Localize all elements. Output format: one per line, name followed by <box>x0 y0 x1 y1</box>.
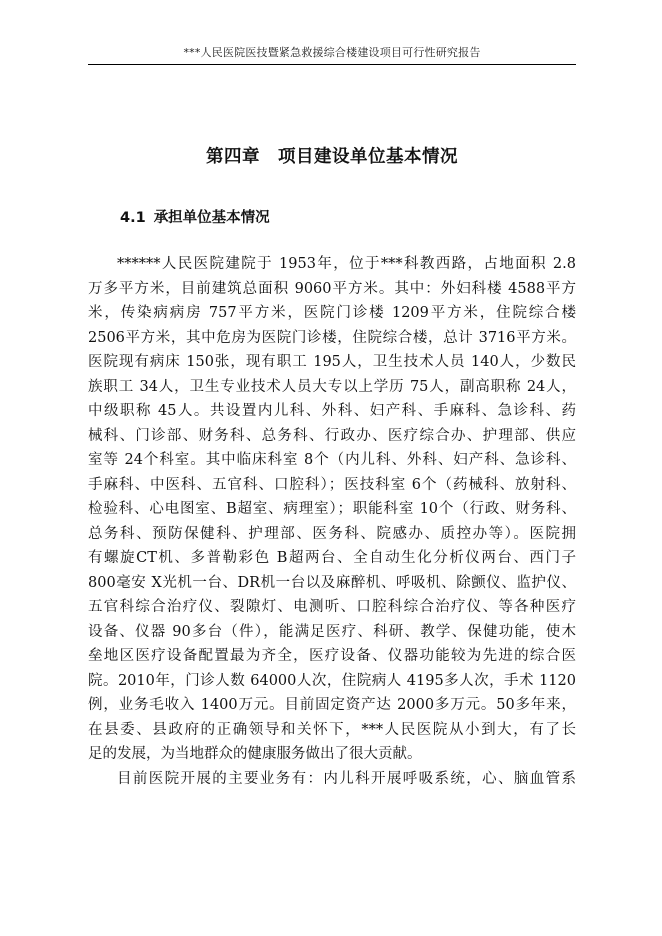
paragraph-line: 检验科、心电图室、B超室、病理室）；职能科室 10个（行政、财务科、 <box>88 501 576 517</box>
paragraph-line: 米，传染病病房 757平方米，医院门诊楼 1209平方米，住院综合楼 <box>88 305 576 321</box>
paragraph-line: 有螺旋CT机、多普勒彩色 B超两台、全自动生化分析仪两台、西门子 <box>88 550 576 566</box>
paragraph-line: 在县委、县政府的正确领导和关怀下，***人民医院从小到大，有了长 <box>88 721 576 738</box>
body-text <box>88 252 576 791</box>
running-header: ***人民医院医技暨紧急救援综合楼建设项目可行性研究报告 <box>183 46 481 59</box>
paragraph-line: 800毫安 X光机一台、DR机一台以及麻醉机、呼吸机、除颤仪、监护仪、 <box>88 574 576 591</box>
paragraph-line: 手麻科、中医科、五官科、口腔科）；医技科室 6个（药械科、放射科、 <box>88 476 576 493</box>
paragraph-line: 目前医院开展的主要业务有：内儿科开展呼吸系统，心、脑血管系 <box>117 770 576 787</box>
paragraph-line: 族职工 34人，卫生专业技术人员大专以上学历 75人，副高职称 24人， <box>88 378 576 395</box>
chapter-number: 第四章 <box>206 147 260 167</box>
section-title-text: 承担单位基本情况 <box>153 210 270 226</box>
header-rule <box>88 64 576 65</box>
paragraph-line: 总务科、预防保健科、护理部、医务科、院感办、质控办等）。医院拥 <box>88 525 576 542</box>
paragraph-line: ******人民医院建院于 1953年，位于***科教西路，占地面积 2.8 <box>117 256 576 272</box>
paragraph-line: 设备、仪器 90多台（件），能满足医疗、科研、教学、保健功能，使木 <box>88 623 576 640</box>
paragraph-line: 室等 24个科室。其中临床科室 8个（内儿科、外科、妇产科、急诊科、 <box>88 452 576 468</box>
paragraph-line: 2506平方米，其中危房为医院门诊楼，住院综合楼，总计 3716平方米。 <box>88 329 576 346</box>
chapter-title <box>88 143 576 168</box>
paragraph-line: 中级职称 45人。共设置内儿科、外科、妇产科、手麻科、急诊科、药 <box>88 403 576 419</box>
section-heading <box>120 206 270 227</box>
section-number: 4.1 <box>120 210 146 226</box>
paragraph-line: 五官科综合治疗仪、裂隙灯、电测听、口腔科综合治疗仪、等各种医疗 <box>88 599 576 615</box>
paragraph-line: 足的发展，为当地群众的健康服务做出了很大贡献。 <box>88 746 422 762</box>
paragraph-line: 院。2010年，门诊人数 64000人次，住院病人 4195多人次，手术 1120 <box>88 672 576 689</box>
paragraph-line: 医院现有病床 150张，现有职工 195人，卫生技术人员 140人，少数民 <box>88 354 576 370</box>
paragraph-line: 械科、门诊部、财务科、总务科、行政办、医疗综合办、护理部、供应 <box>88 427 576 444</box>
chapter-title-text: 项目建设单位基本情况 <box>278 147 458 167</box>
paragraph-line: 万多平方米，目前建筑总面积 9060平方米。其中：外妇科楼 4588平方 <box>88 280 576 297</box>
paragraph-line: 例，业务毛收入 1400万元。目前固定资产达 2000多万元。50多年来， <box>88 697 576 713</box>
paragraph-line: 垒地区医疗设备配置最为齐全，医疗设备、仪器功能较为先进的综合医 <box>88 648 576 664</box>
